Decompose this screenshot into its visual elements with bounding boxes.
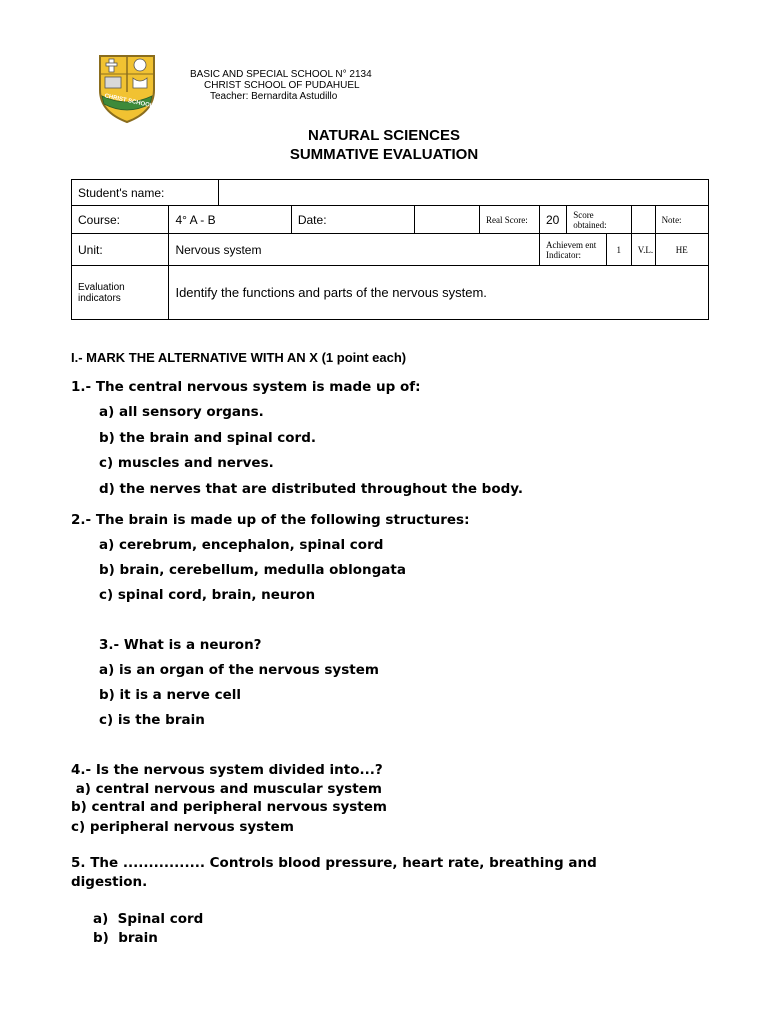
vl-label: V.L. — [631, 234, 655, 266]
question-5-option-a[interactable]: a) Spinal cord — [93, 911, 204, 927]
logo-text: CHRIST SCHOOL — [103, 93, 154, 110]
question-3-option-b[interactable]: b) it is a nerve cell — [99, 687, 241, 703]
question-2-option-b[interactable]: b) brain, cerebellum, medulla oblongata — [99, 562, 406, 578]
real-score-value: 20 — [540, 206, 567, 234]
question-3-option-a[interactable]: a) is an organ of the nervous system — [99, 662, 379, 678]
school-logo — [96, 52, 158, 124]
score-obtained-label: Score obtained: — [567, 206, 632, 234]
question-4: 4.- Is the nervous system divided into...? — [71, 762, 383, 778]
unit-label: Unit: — [72, 234, 169, 266]
question-4-option-b[interactable]: b) central and peripheral nervous system — [71, 799, 387, 815]
achievement-indicator-value: 1 — [606, 234, 631, 266]
course-value: 4° A - B — [169, 206, 291, 234]
question-2: 2.- The brain is made up of the following structures: — [71, 512, 470, 528]
question-5-line1: 5. The ................ Controls blood pressure, heart rate, breathing and — [71, 855, 597, 871]
achievement-indicator-label: Achievem ent Indicator: — [540, 234, 607, 266]
question-2-option-a[interactable]: a) cerebrum, encephalon, spinal cord — [99, 537, 384, 553]
he-label: HE — [655, 234, 708, 266]
course-label: Course: — [72, 206, 169, 234]
real-score-label: Real Score: — [479, 206, 539, 234]
student-name-field[interactable] — [219, 180, 709, 206]
question-1-option-b[interactable]: b) the brain and spinal cord. — [99, 430, 317, 446]
section-title: I.- MARK THE ALTERNATIVE WITH AN X (1 point each) — [71, 350, 407, 365]
question-1: 1.- The central nervous system is made up of: — [71, 379, 421, 395]
question-4-option-c[interactable]: c) peripheral nervous system — [71, 819, 294, 835]
question-5-option-b[interactable]: b) brain — [93, 930, 158, 946]
question-1-option-a[interactable]: a) all sensory organs. — [99, 404, 264, 420]
unit-value: Nervous system — [169, 234, 540, 266]
score-obtained-field[interactable] — [631, 206, 655, 234]
question-4-option-a[interactable]: a) central nervous and muscular system — [71, 781, 382, 797]
question-1-option-c[interactable]: c) muscles and nerves. — [99, 455, 274, 471]
date-label: Date: — [291, 206, 415, 234]
question-3-option-c[interactable]: c) is the brain — [99, 712, 205, 728]
student-info-table — [71, 179, 709, 320]
school-name-line1: BASIC AND SPECIAL SCHOOL N° 2134 — [190, 69, 372, 80]
evaluation-indicators-label: Evaluation indicators — [72, 266, 169, 320]
teacher-name: Teacher: Bernardita Astudillo — [210, 91, 338, 102]
question-5-line2: digestion. — [71, 874, 148, 890]
page-subtitle: SUMMATIVE EVALUATION — [289, 146, 479, 163]
page-title: NATURAL SCIENCES — [308, 127, 460, 144]
question-2-option-c[interactable]: c) spinal cord, brain, neuron — [99, 587, 316, 603]
evaluation-indicators-value: Identify the functions and parts of the nervous system. — [169, 266, 709, 320]
question-1-option-d[interactable]: d) the nerves that are distributed throughout the body. — [99, 481, 523, 497]
student-name-label: Student's name: — [72, 180, 219, 206]
note-label: Note: — [655, 206, 708, 234]
school-name-line2: CHRIST SCHOOL OF PUDAHUEL — [204, 80, 360, 91]
date-field[interactable] — [415, 206, 480, 234]
question-3: 3.- What is a neuron? — [99, 637, 262, 653]
